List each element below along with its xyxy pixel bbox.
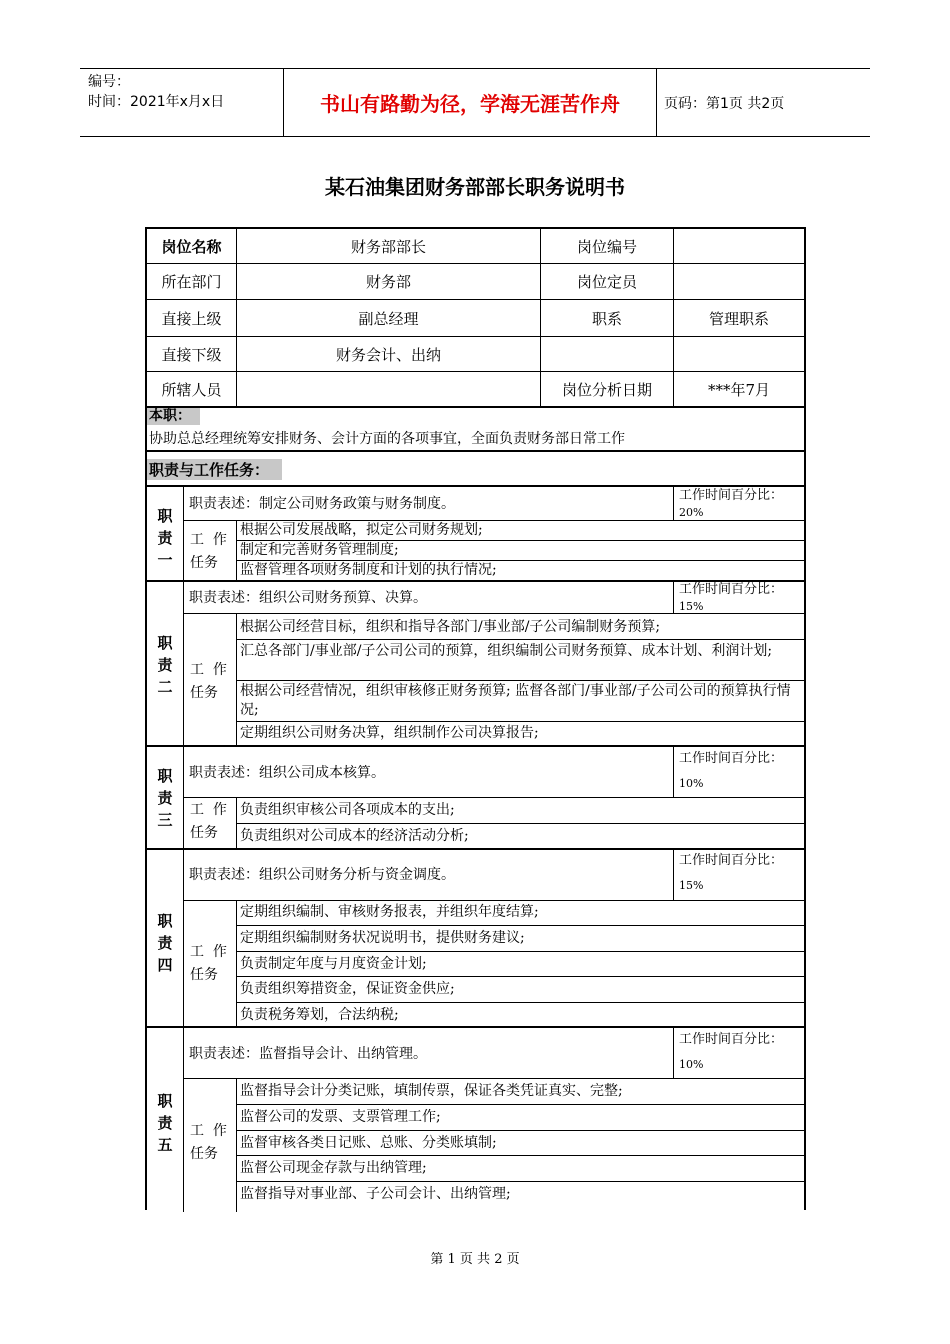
duty-5-task: 监督指导对事业部、子公司会计、出纳管理;	[240, 1186, 511, 1202]
duty-1-task-label: 工 作 任务	[190, 532, 227, 571]
duty-2-task: 定期组织公司财务决算，组织制作公司决算报告;	[240, 725, 539, 741]
time-label: 时间：2021年x月x日	[88, 94, 225, 110]
duty-4-task: 负责组织筹措资金，保证资金供应;	[240, 981, 455, 997]
row-divider	[237, 1002, 804, 1003]
col-divider	[673, 1027, 674, 1078]
row-divider	[237, 1104, 804, 1105]
benzhi-text: 协助总总经理统筹安排财务、会计方面的各项事宜，全面负责财务部日常工作	[149, 431, 625, 447]
duty-3-pct-label: 工作时间百分比：	[679, 751, 784, 766]
code-label: 编号：	[88, 74, 130, 90]
info-key-position-code: 岗位编号	[576, 237, 637, 256]
duty-5-pct: 10%	[679, 1058, 704, 1071]
duty-5-task: 监督审核各类日记账、总账、分类账填制;	[240, 1135, 497, 1151]
info-key-analysis-date: 岗位分析日期	[561, 380, 652, 399]
duty-1-task: 监督管理各项财务制度和计划的执行情况;	[240, 562, 497, 578]
info-key-job-family: 职系	[591, 309, 622, 328]
col-divider	[236, 900, 237, 1027]
row-divider	[237, 925, 804, 926]
page-title: 某石油集团财务部部长职务说明书	[325, 175, 625, 199]
info-value-position-name: 财务部部长	[350, 237, 426, 256]
page-header	[80, 68, 870, 137]
duty-5-desc: 职责表述：监督指导会计、出纳管理。	[189, 1046, 427, 1062]
duty-3-pct: 10%	[679, 777, 704, 790]
header-divider	[656, 69, 657, 136]
row-divider	[237, 680, 804, 681]
duty-3-task-label: 工 作 任务	[190, 802, 227, 841]
row-divider	[237, 1130, 804, 1131]
duty-3-task: 负责组织对公司成本的经济活动分析;	[240, 828, 469, 844]
duty-1-task: 根据公司发展战略，拟定公司财务规划;	[240, 522, 483, 538]
row-divider	[147, 848, 804, 850]
duty-2-pct-label: 工作时间百分比：	[679, 582, 784, 597]
row-divider	[147, 450, 804, 452]
info-key-superior: 直接上级	[161, 309, 222, 328]
duty-4-desc: 职责表述：组织公司财务分析与资金调度。	[189, 867, 455, 883]
info-value-staff	[237, 372, 540, 406]
info-key-staff: 所辖人员	[161, 380, 222, 399]
duty-5-task: 监督公司的发票、支票管理工作;	[240, 1109, 441, 1125]
benzhi-label: 本职：	[149, 408, 191, 424]
info-value-superior: 副总经理	[358, 309, 419, 328]
duty-4-task: 负责制定年度与月度资金计划;	[240, 956, 427, 972]
duty-1-task: 制定和完善财务管理制度;	[240, 542, 399, 558]
page-info: 页码：第1页 共2页	[664, 95, 785, 112]
info-key-department: 所在部门	[161, 273, 222, 291]
row-divider	[147, 485, 804, 487]
header-meta	[88, 72, 224, 112]
col-divider	[673, 487, 674, 520]
duty-2-task: 根据公司经营情况，组织审核修正财务预算; 监督各部门/事业部/子公司公司的预算执行情况;	[240, 683, 791, 718]
info-value-subordinates: 财务会计、出纳	[335, 345, 441, 364]
info-value-empty	[674, 337, 804, 371]
duty-3-desc: 职责表述：组织公司成本核算。	[189, 765, 385, 781]
row-divider	[184, 613, 804, 614]
row-divider	[237, 823, 804, 824]
duty-3-task: 负责组织审核公司各项成本的支出;	[240, 802, 455, 818]
duties-header: 职责与工作任务：	[149, 461, 270, 479]
row-divider	[237, 1155, 804, 1156]
duty-2-pct: 15%	[679, 600, 704, 613]
row-divider	[237, 976, 804, 977]
duty-4-task: 负责税务筹划，合法纳税;	[240, 1007, 399, 1023]
duty-5-task: 监督指导会计分类记账，填制传票，保证各类凭证真实、完整;	[240, 1083, 623, 1099]
duty-5-task: 监督公司现金存款与出纳管理;	[240, 1160, 427, 1176]
duty-1-desc: 职责表述：制定公司财务政策与财务制度。	[189, 496, 455, 512]
duty-2-desc: 职责表述：组织公司财务预算、决算。	[189, 590, 427, 606]
duty-5-task-label: 工 作 任务	[190, 1123, 227, 1162]
info-key-headcount: 岗位定员	[576, 273, 637, 291]
duty-4-label: 职责四	[157, 912, 173, 974]
duty-3-label: 职责三	[157, 767, 173, 829]
info-key-subordinates: 直接下级	[161, 345, 222, 364]
duty-4-pct: 15%	[679, 879, 704, 892]
info-value-analysis-date: ***年7月	[707, 380, 771, 399]
duty-4-task-label: 工 作 任务	[190, 944, 227, 983]
col-divider	[673, 746, 674, 797]
duty-5-pct-label: 工作时间百分比：	[679, 1032, 784, 1047]
info-value-position-code	[674, 229, 804, 263]
header-motto: 书山有路勤为径，学海无涯苦作舟	[320, 92, 620, 116]
row-divider	[184, 900, 804, 901]
info-value-headcount	[674, 264, 804, 299]
duty-2-task: 根据公司经营目标，组织和指导各部门/事业部/子公司编制财务预算;	[240, 619, 661, 635]
duty-1-pct: 20%	[679, 506, 704, 519]
info-value-department: 财务部	[365, 273, 411, 291]
job-description-table	[145, 227, 806, 1210]
duty-4-pct-label: 工作时间百分比：	[679, 853, 784, 868]
duty-2-label: 职责二	[157, 634, 173, 696]
info-key-empty	[541, 337, 673, 371]
col-divider	[673, 581, 674, 613]
row-divider	[147, 406, 804, 408]
row-divider	[237, 721, 804, 722]
duty-1-label: 职责一	[157, 507, 173, 569]
duty-1-pct-label: 工作时间百分比：	[679, 488, 784, 503]
col-divider	[673, 849, 674, 900]
col-divider	[236, 520, 237, 581]
duty-5-label: 职责五	[157, 1092, 173, 1154]
col-divider	[236, 1079, 237, 1212]
page-footer: 第 1 页 共 2 页	[430, 1252, 520, 1267]
duty-4-task: 定期组织编制、审核财务报表，并组织年度结算;	[240, 904, 539, 920]
row-divider	[237, 1181, 804, 1182]
info-key-position-name: 岗位名称	[161, 237, 222, 256]
row-divider	[237, 639, 804, 640]
info-value-job-family: 管理职系	[708, 309, 769, 328]
duty-2-task-label: 工 作 任务	[190, 662, 227, 701]
row-divider	[147, 745, 804, 747]
duty-2-task: 汇总各部门/事业部/子公司公司的预算，组织编制公司财务预算、成本计划、利润计划;	[240, 643, 773, 659]
duty-4-task: 定期组织编制财务状况说明书，提供财务建议;	[240, 930, 525, 946]
row-divider	[184, 797, 804, 798]
row-divider	[237, 951, 804, 952]
row-divider	[184, 1078, 804, 1079]
row-divider	[147, 1026, 804, 1028]
